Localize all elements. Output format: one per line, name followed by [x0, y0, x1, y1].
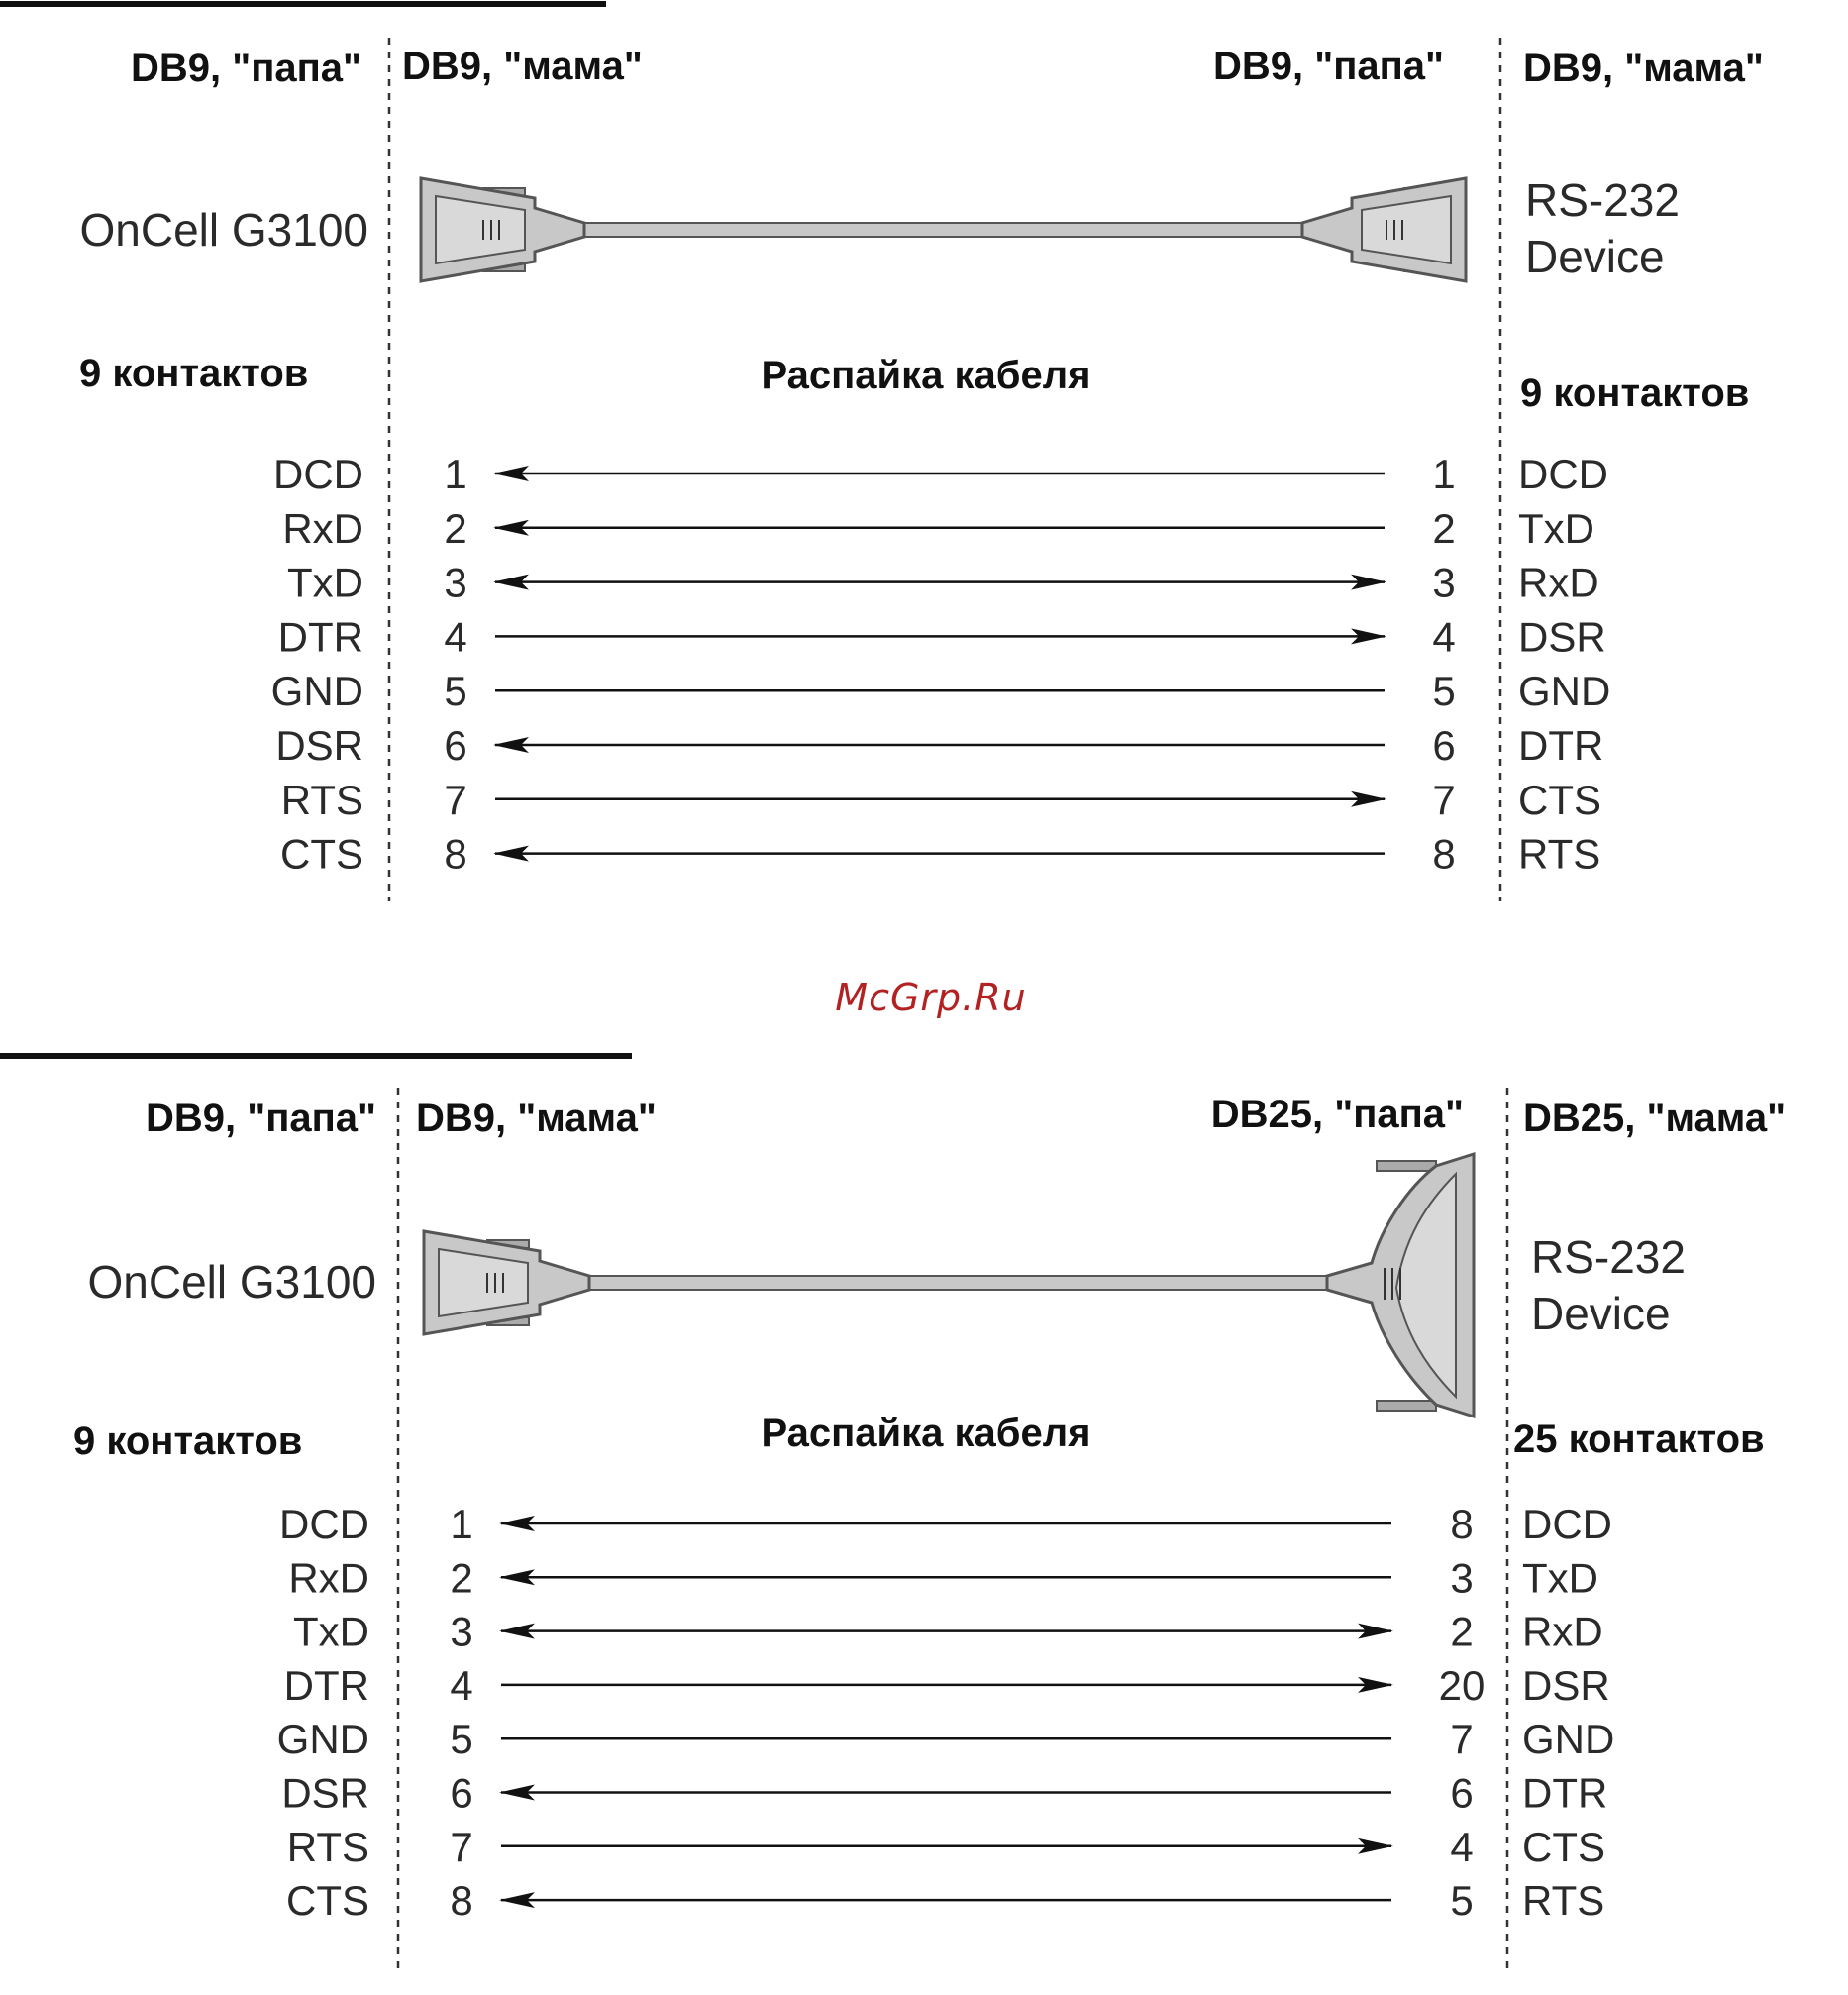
left-pin: 5 [444, 668, 467, 715]
left-header-inner: DB9, "мама" [402, 45, 643, 88]
right-signal: GND [1518, 668, 1611, 715]
right-db9-plug [1302, 178, 1466, 281]
right-header-outer: DB9, "мама" [1523, 47, 1764, 90]
right-pin: 4 [1432, 613, 1456, 661]
left-pin: 2 [450, 1554, 473, 1602]
right-signal: RxD [1522, 1608, 1603, 1655]
right-pin: 3 [1432, 559, 1456, 606]
diagram-db9-db25 [0, 1056, 1786, 1971]
left-pin: 7 [450, 1823, 473, 1870]
right-signal: CTS [1518, 776, 1601, 823]
left-signal: RTS [286, 1823, 369, 1870]
left-header-outer: DB9, "папа" [146, 1097, 376, 1140]
right-pins-label: 25 контактов [1513, 1418, 1765, 1461]
left-signal: DSR [281, 1769, 369, 1817]
right-pin: 8 [1432, 830, 1456, 878]
pinout-row [280, 831, 1600, 878]
left-signal: CTS [280, 830, 363, 878]
pinout-row [287, 1824, 1605, 1870]
left-pins-label: 9 контактов [79, 352, 309, 395]
left-pin: 7 [444, 776, 467, 823]
right-header-inner: DB25, "папа" [1210, 1093, 1464, 1136]
right-header-outer: DB25, "мама" [1523, 1097, 1787, 1140]
diagram-db9-db9 [0, 4, 1764, 901]
left-signal: DSR [275, 722, 363, 769]
pinout-row [284, 1662, 1610, 1709]
cable-wire [560, 1276, 1327, 1290]
left-header-inner: DB9, "мама" [416, 1097, 657, 1140]
left-pin: 1 [450, 1501, 473, 1547]
left-signal: DCD [279, 1501, 369, 1547]
left-header-outer: DB9, "папа" [131, 47, 361, 90]
right-signal: CTS [1522, 1823, 1605, 1870]
watermark: McGrp.Ru [835, 976, 1027, 1019]
left-signal: RxD [282, 504, 363, 552]
left-pin: 4 [444, 613, 467, 661]
pinout-row [286, 1877, 1604, 1924]
right-signal: RTS [1522, 1877, 1605, 1925]
center-label: Распайка кабеля [761, 354, 1091, 397]
right-pin: 5 [1450, 1877, 1474, 1925]
right-device-line1: RS-232 [1525, 174, 1680, 226]
right-pin: 7 [1432, 776, 1456, 823]
right-pin: 4 [1450, 1823, 1474, 1870]
left-db9-plug [424, 1231, 589, 1334]
right-plug-screw-bottom [1377, 1401, 1436, 1411]
left-signal: TxD [293, 1608, 369, 1655]
cable-db9-db9 [421, 178, 1466, 281]
left-signal: RxD [288, 1554, 369, 1602]
pinout-rows [277, 1501, 1615, 1924]
cable-wire [555, 223, 1327, 237]
right-device-line2: Device [1525, 231, 1665, 282]
right-pin: 2 [1450, 1608, 1474, 1655]
right-pin: 1 [1432, 451, 1456, 497]
right-pin: 6 [1450, 1769, 1474, 1817]
pinout-row [287, 560, 1599, 606]
left-pin: 8 [450, 1877, 473, 1925]
pinout-row [281, 1770, 1607, 1817]
left-signal: DTR [277, 613, 363, 661]
right-pins-label: 9 контактов [1520, 371, 1750, 415]
left-device-label: OnCell G3100 [87, 1256, 376, 1308]
right-signal: DSR [1522, 1661, 1610, 1709]
left-signal: CTS [286, 1877, 369, 1925]
pinout-row [293, 1609, 1603, 1655]
pinout-row [288, 1554, 1598, 1601]
pinout-rows [271, 451, 1611, 878]
left-signal: DTR [283, 1661, 369, 1709]
left-signal: GND [276, 1716, 369, 1763]
right-db25-plug [1327, 1154, 1474, 1417]
right-signal: DTR [1518, 722, 1604, 769]
left-signal: RTS [280, 776, 363, 823]
right-pin: 20 [1438, 1661, 1486, 1709]
left-pin: 2 [444, 504, 467, 552]
pinout-row [275, 722, 1603, 769]
left-pin: 8 [444, 830, 467, 878]
left-pin: 3 [450, 1608, 473, 1655]
right-signal: DTR [1522, 1769, 1608, 1817]
right-device-line2: Device [1531, 1288, 1671, 1339]
left-pin: 3 [444, 559, 467, 606]
right-pin: 8 [1450, 1501, 1474, 1547]
left-pins-label: 9 контактов [73, 1419, 303, 1463]
right-pin: 6 [1432, 722, 1456, 769]
left-pin: 6 [444, 722, 467, 769]
left-signal: TxD [287, 559, 363, 606]
pinout-row [281, 777, 1601, 823]
right-signal: GND [1522, 1716, 1615, 1763]
pinout-row [278, 613, 1606, 660]
left-pin: 4 [450, 1661, 473, 1709]
right-signal: RxD [1518, 559, 1599, 606]
pinout-row [273, 451, 1608, 497]
right-pin: 7 [1450, 1716, 1474, 1763]
right-signal: TxD [1518, 504, 1594, 552]
pinout-row [279, 1501, 1612, 1547]
right-signal: RTS [1518, 830, 1601, 878]
right-signal: DCD [1518, 451, 1608, 497]
left-signal: DCD [273, 451, 363, 497]
right-signal: TxD [1522, 1554, 1598, 1602]
pinout-row [282, 505, 1594, 552]
left-pin: 6 [450, 1769, 473, 1817]
left-pin: 5 [450, 1716, 473, 1763]
right-pin: 3 [1450, 1554, 1474, 1602]
pinout-row [277, 1716, 1615, 1762]
right-device-line1: RS-232 [1531, 1231, 1686, 1283]
left-signal: GND [270, 668, 363, 715]
right-plug-screw-top [1377, 1161, 1436, 1171]
left-pin: 1 [444, 451, 467, 497]
left-device-label: OnCell G3100 [79, 204, 368, 256]
cable-db9-db25 [424, 1154, 1474, 1417]
center-label: Распайка кабеля [761, 1412, 1091, 1455]
pinout-row [271, 668, 1611, 714]
right-header-inner: DB9, "папа" [1213, 45, 1444, 88]
right-pin: 2 [1432, 504, 1456, 552]
right-signal: DSR [1518, 613, 1606, 661]
left-db9-plug [421, 178, 584, 281]
right-pin: 5 [1432, 668, 1456, 715]
right-signal: DCD [1522, 1501, 1612, 1547]
